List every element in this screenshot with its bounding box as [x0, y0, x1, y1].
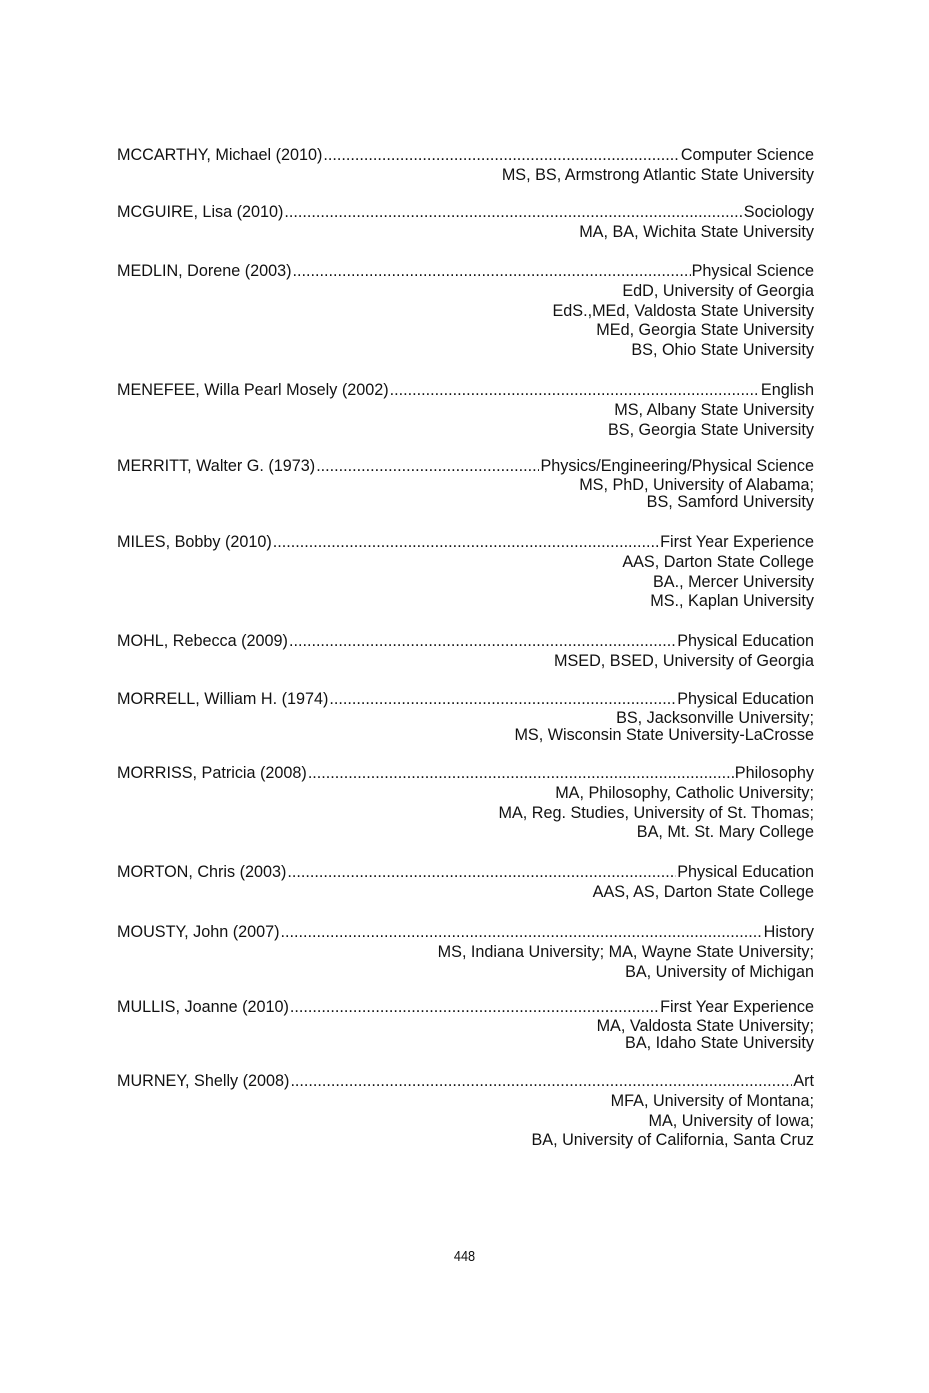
- degree-line: MA, Valdosta State University;: [596, 1016, 814, 1035]
- degree-line: BS, Samford University: [646, 493, 814, 512]
- dot-leader: [289, 632, 676, 652]
- degree-line: MS, PhD, University of Alabama;: [579, 475, 814, 494]
- degree-line: MS, BS, Armstrong Atlantic State University: [501, 165, 814, 184]
- degree-list: [117, 1018, 814, 1053]
- dot-leader: [308, 764, 734, 784]
- degree-list: [117, 943, 814, 983]
- faculty-name: MERRITT, Walter G. (1973): [117, 457, 316, 475]
- department: First Year Experience: [660, 533, 814, 551]
- entry-medlin: [117, 262, 814, 361]
- degree-line: BA, University of California, Santa Cruz: [531, 1131, 814, 1150]
- entry-mcguire: [117, 203, 814, 243]
- degree-line: MA, BA, Wichita State University: [579, 222, 814, 241]
- dot-leader: [293, 262, 691, 282]
- faculty-name: MOUSTY, John (2007): [117, 923, 280, 941]
- degree-line: EdS.,MEd, Valdosta State University: [552, 301, 814, 320]
- faculty-name: MILES, Bobby (2010): [117, 533, 272, 551]
- degree-line: BA., Mercer University: [652, 572, 814, 591]
- degree-line: MS, Indiana University; MA, Wayne State University;: [437, 942, 814, 961]
- department: Philosophy: [734, 764, 814, 782]
- department: History: [763, 923, 814, 941]
- dot-leader: [316, 457, 539, 477]
- entry-murney: [117, 1072, 814, 1151]
- degree-line: MS, Albany State University: [614, 400, 814, 419]
- dot-leader: [281, 923, 763, 943]
- department: Physical Education: [677, 863, 814, 881]
- department: Sociology: [743, 203, 814, 221]
- dot-leader: [329, 690, 676, 710]
- entry-mullis: [117, 998, 814, 1053]
- degree-line: MA, Philosophy, Catholic University;: [555, 783, 814, 802]
- degree-list: [117, 282, 814, 361]
- entry-morrell: [117, 690, 814, 745]
- department: Art: [793, 1072, 814, 1090]
- department: Physical Education: [677, 632, 814, 650]
- entry-heading: [117, 863, 814, 883]
- degree-line: BA, University of Michigan: [625, 962, 814, 981]
- degree-line: BS, Georgia State University: [607, 420, 814, 439]
- faculty-name: MCGUIRE, Lisa (2010): [117, 203, 284, 221]
- entry-miles: [117, 533, 814, 612]
- entry-merritt: [117, 457, 814, 512]
- degree-list: [117, 883, 814, 903]
- department: First Year Experience: [660, 998, 814, 1016]
- degree-list: [117, 652, 814, 672]
- entry-menefee: [117, 381, 814, 440]
- degree-line: AAS, AS, Darton State College: [592, 882, 814, 901]
- dot-leader: [284, 203, 742, 223]
- degree-line: BS, Jacksonville University;: [616, 708, 814, 727]
- entry-heading: [117, 923, 814, 943]
- entry-heading: [117, 764, 814, 784]
- department: Physics/Engineering/Physical Science: [540, 457, 814, 475]
- entry-mccarthy: [117, 146, 814, 186]
- department: Computer Science: [680, 146, 814, 164]
- entry-mousty: [117, 923, 814, 982]
- faculty-name: MORRISS, Patricia (2008): [117, 764, 307, 782]
- department: Physical Education: [677, 690, 814, 708]
- entry-heading: [117, 1072, 814, 1092]
- degree-list: [117, 401, 814, 441]
- degree-line: EdD, University of Georgia: [622, 281, 814, 300]
- dot-leader: [323, 146, 679, 166]
- degree-line: MEd, Georgia State University: [596, 321, 814, 340]
- degree-line: BS, Ohio State University: [631, 341, 814, 360]
- entry-heading: [117, 146, 814, 166]
- faculty-name: MURNEY, Shelly (2008): [117, 1072, 290, 1090]
- degree-line: MSED, BSED, University of Georgia: [554, 651, 814, 670]
- page-number: 448: [453, 1248, 476, 1265]
- degree-line: MA, University of Iowa;: [648, 1111, 814, 1130]
- entry-morton: [117, 863, 814, 903]
- faculty-name: MORRELL, William H. (1974): [117, 690, 329, 708]
- degree-list: [117, 477, 814, 512]
- department: English: [760, 381, 814, 399]
- entry-heading: [117, 457, 814, 477]
- faculty-name: MENEFEE, Willa Pearl Mosely (2002): [117, 381, 389, 399]
- degree-line: MS., Kaplan University: [650, 592, 814, 611]
- faculty-name: MOHL, Rebecca (2009): [117, 632, 288, 650]
- entry-heading: [117, 262, 814, 282]
- entry-mohl: [117, 632, 814, 672]
- faculty-name: MEDLIN, Dorene (2003): [117, 262, 292, 280]
- entry-heading: [117, 998, 814, 1018]
- dot-leader: [390, 381, 760, 401]
- faculty-name: MULLIS, Joanne (2010): [117, 998, 289, 1016]
- dot-leader: [273, 533, 659, 553]
- degree-line: BA, Idaho State University: [625, 1034, 814, 1053]
- dot-leader: [287, 863, 676, 883]
- degree-list: [117, 1092, 814, 1151]
- degree-line: MS, Wisconsin State University-LaCrosse: [514, 726, 814, 745]
- degree-list: [117, 553, 814, 612]
- degree-line: BA, Mt. St. Mary College: [636, 823, 814, 842]
- entry-heading: [117, 203, 814, 223]
- degree-list: [117, 784, 814, 843]
- degree-line: AAS, Darton State College: [622, 552, 814, 571]
- faculty-name: MCCARTHY, Michael (2010): [117, 146, 323, 164]
- department: Physical Science: [691, 262, 814, 280]
- degree-line: MA, Reg. Studies, University of St. Thomas;: [498, 803, 814, 822]
- faculty-name: MORTON, Chris (2003): [117, 863, 287, 881]
- dot-leader: [290, 1072, 792, 1092]
- entry-heading: [117, 533, 814, 553]
- entry-heading: [117, 632, 814, 652]
- degree-list: [117, 710, 814, 745]
- entry-heading: [117, 381, 814, 401]
- entry-heading: [117, 690, 814, 710]
- degree-line: MFA, University of Montana;: [610, 1091, 814, 1110]
- dot-leader: [290, 998, 659, 1018]
- degree-list: [117, 223, 814, 243]
- entry-morriss: [117, 764, 814, 843]
- degree-list: [117, 166, 814, 186]
